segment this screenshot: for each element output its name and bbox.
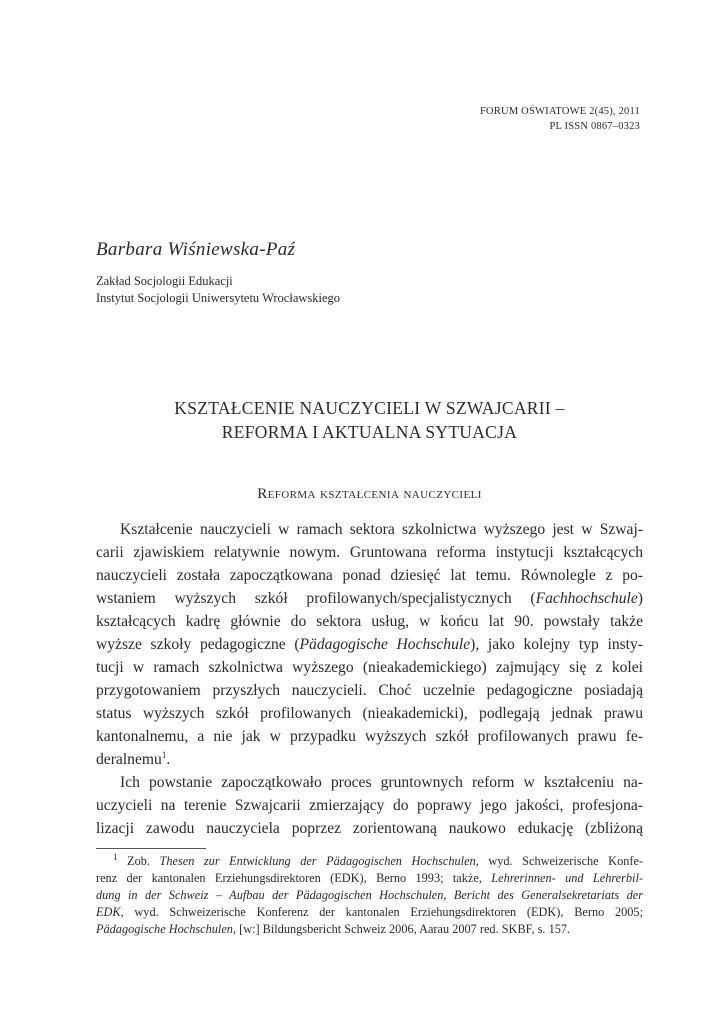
body-line: kantonalnemu, a nie jak w przypadku wyższych szkół profilowanych prawu fe- (96, 728, 643, 745)
journal-citation: FORUM OŚWIATOWE 2(45), 2011 (480, 106, 640, 117)
footnote-text-segment: renz der kantonalen Erziehungsdirektoren (EDK), Berno 1993; także, (96, 871, 492, 885)
article-title-line-1: KSZTAŁCENIE NAUCZYCIELI W SZWAJCARII – (174, 398, 565, 418)
footnote-line (96, 887, 643, 904)
body-text-segment: . (166, 751, 171, 768)
body-line: kształcących kadrę głównie do sektora usług, w końcu lat 90. powstały także (96, 613, 643, 630)
body-line: carii zjawiskiem relatywnie nowym. Gruntowana reforma instytucji kształcących (96, 544, 643, 561)
body-line (96, 633, 643, 656)
footnote-text-segment: , [w:] Bildungsbericht Schweiz 2006, Aarau 2007 red. SKBF, s. 157. (232, 922, 571, 936)
body-text-segment: wstaniem wyższych szkół profilowanych/specjalistycznych ( (96, 590, 536, 607)
author-name: Barbara Wiśniewska-Paź (96, 239, 296, 260)
footnote-line (96, 921, 643, 938)
term-paedagogische-hochschule: Pädagogische Hochschule (299, 636, 471, 653)
footnote-text-segment: , wyd. Schweizerische Konferenz der kantonalen Erziehungsdirektoren (EDK), Berno 2005; (120, 905, 643, 919)
article-title-line-2: REFORMA I AKTUALNA SYTUACJA (221, 422, 518, 442)
footnote-divider (96, 848, 206, 849)
body-line: Ich powstanie zapoczątkowało proces gruntownych reform w kształceniu na- (120, 774, 643, 791)
footnote-text-segment: Zob. (117, 854, 160, 868)
body-line: lizacji zawodu nauczyciela poprzez zorientowaną naukowo edukację (zbliżoną (96, 820, 643, 837)
footnote-line (96, 870, 643, 887)
body-line (96, 587, 643, 610)
section-heading: Reforma kształcenia nauczycieli (257, 486, 482, 502)
footnote-title: EDK (96, 905, 121, 919)
body-line (96, 748, 643, 771)
body-line: status wyższych szkół profilowanych (nieakademicki), podlegają jednak prawu (96, 705, 643, 722)
body-line: przygotowaniem przyszłych nauczycieli. Choć uczelnie pedagogiczne posiadają (96, 682, 643, 699)
footnote-ref[interactable]: 1 (161, 749, 167, 760)
footnote-title: Pädagogische Hochschulen (96, 922, 233, 936)
body-line: uczycieli na terenie Szwajcarii zmierzający do poprawy jego jakości, profesjona- (96, 797, 643, 814)
body-line: nauczycieli została zapoczątkowana ponad dziesięć lat temu. Równolegle z po- (96, 567, 643, 584)
footnote-text-segment: , wyd. Schweizerische Konfe- (475, 854, 644, 868)
body-text-segment: wyższe szkoły pedagogiczne ( (96, 636, 300, 653)
footnote-number: 1 (113, 851, 118, 862)
affiliation-department: Zakład Socjologii Edukacji (96, 274, 233, 288)
footnote-line (96, 853, 643, 870)
body-text-segment: ), jako kolejny typ insty- (470, 636, 644, 653)
term-fachhochschule: Fachhochschule (535, 590, 638, 607)
affiliation-institute: Instytut Socjologii Uniwersytetu Wrocławskiego (96, 291, 341, 305)
body-line: Kształcenie nauczycieli w ramach sektora szkolnictwa wyższego jest w Szwaj- (120, 521, 643, 538)
body-text-segment: deralnemu (96, 751, 162, 768)
body-text-segment: ) (637, 590, 643, 607)
footnote-line (96, 904, 643, 921)
body-line: tucji w ramach szkolnictwa wyższego (nieakademickiego) zajmujący się z kolei (96, 659, 643, 676)
footnote-title: dung in der Schweiz – Aufbau der Pädagogischen Hochschulen, Bericht des Generalsekretariats der (96, 888, 643, 902)
footnote-title: Lehrerinnen- und Lehrerbil- (491, 871, 643, 885)
footnote-title: Thesen zur Entwicklung der Pädagogischen Hochschulen (159, 854, 476, 868)
issn: PL ISSN 0867–0323 (549, 121, 640, 132)
